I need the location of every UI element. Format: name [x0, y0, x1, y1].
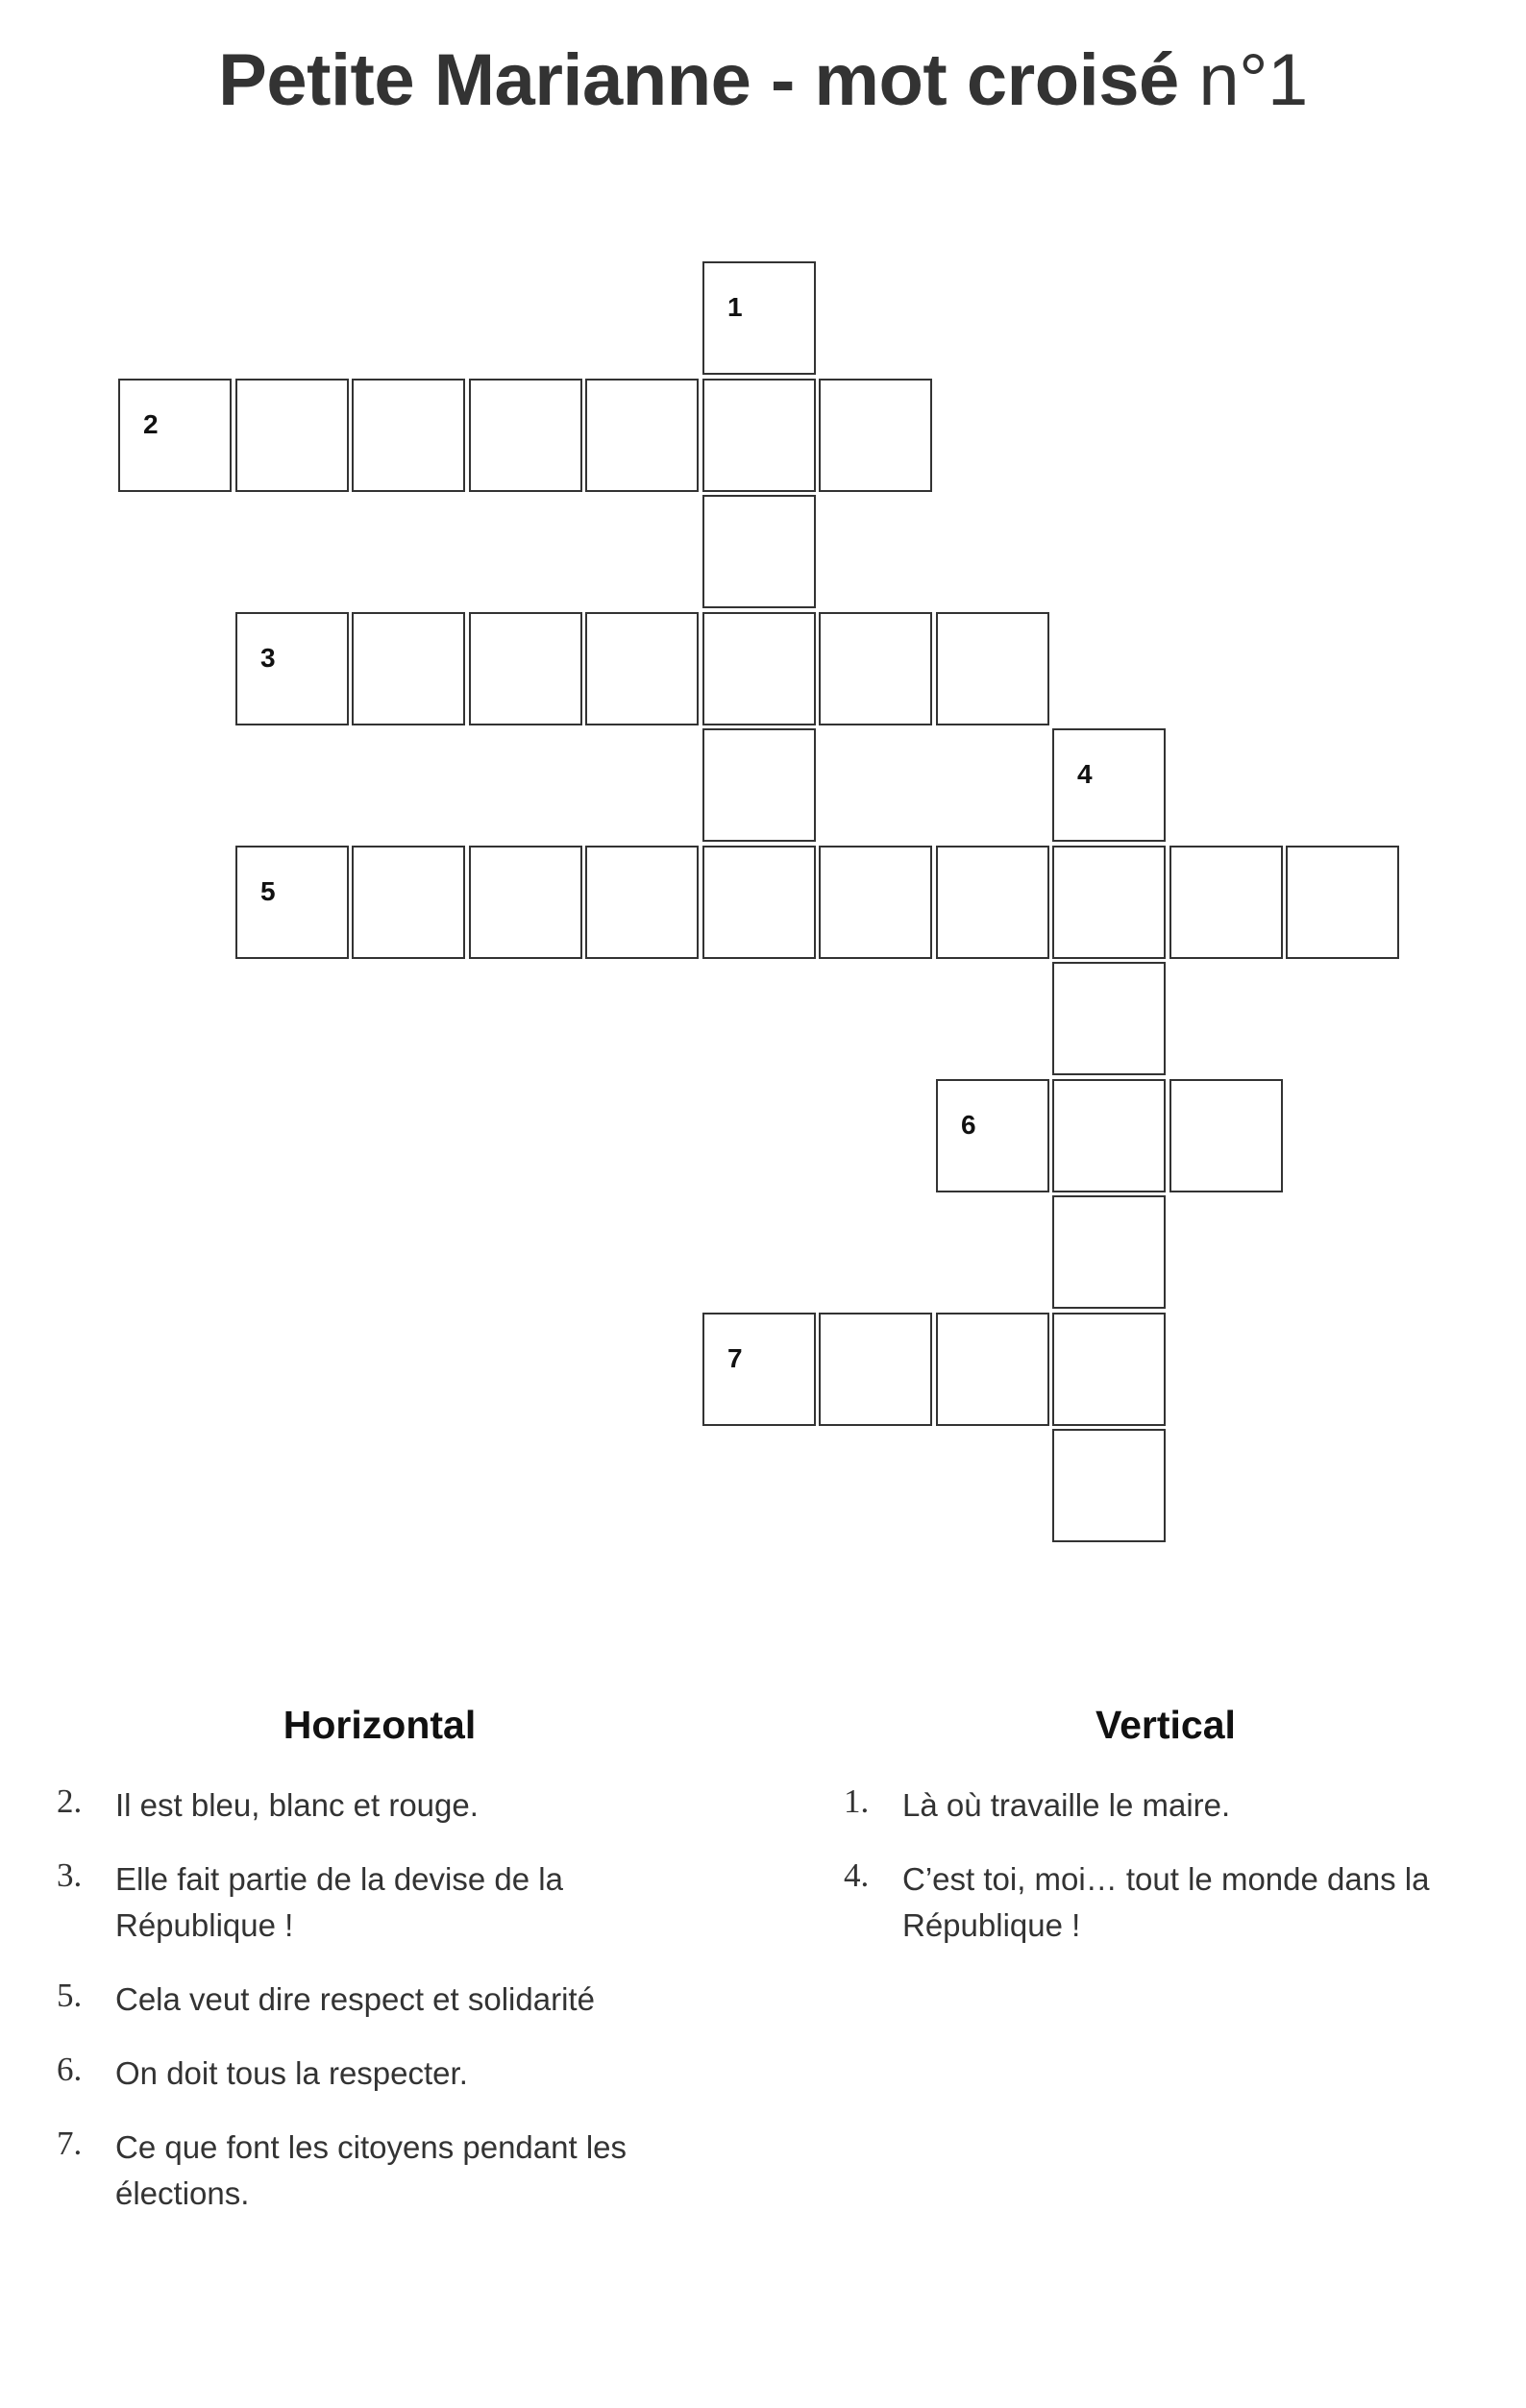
- horizontal-clue-number: 7.: [57, 2125, 83, 2162]
- vertical-clue-text: Là où travaille le maire.: [902, 1787, 1231, 1823]
- crossword-cell[interactable]: [118, 379, 232, 492]
- horizontal-clue-text: Cela veut dire respect et solidarité: [115, 1981, 595, 2017]
- clue-number: 5: [260, 876, 276, 906]
- vertical-clue-list: [844, 1782, 1488, 1977]
- clue-number: 2: [143, 409, 159, 439]
- crossword-cell[interactable]: [1286, 846, 1399, 959]
- vertical-clue-number: 1.: [844, 1782, 870, 1820]
- horizontal-clue: [57, 1782, 710, 1829]
- crossword-cell[interactable]: [702, 1313, 816, 1426]
- crossword-cell[interactable]: [1169, 846, 1283, 959]
- crossword-cell[interactable]: [702, 495, 816, 608]
- crossword-cell[interactable]: [235, 846, 349, 959]
- crossword-cell[interactable]: [819, 379, 932, 492]
- crossword-cell[interactable]: [1052, 1079, 1166, 1192]
- crossword-cell[interactable]: [702, 728, 816, 842]
- crossword-cell[interactable]: [702, 612, 816, 725]
- crossword-cell[interactable]: [702, 261, 816, 375]
- crossword-cell[interactable]: [1052, 1195, 1166, 1309]
- vertical-clue: [844, 1856, 1488, 1949]
- crossword-cell[interactable]: [936, 1079, 1049, 1192]
- crossword-cell[interactable]: [819, 612, 932, 725]
- crossword-cell[interactable]: [469, 612, 582, 725]
- clue-number: 7: [727, 1343, 743, 1373]
- horizontal-clue-text: Il est bleu, blanc et rouge.: [115, 1787, 479, 1823]
- crossword-cell[interactable]: [469, 846, 582, 959]
- crossword-cell[interactable]: [352, 379, 465, 492]
- horizontal-clue-number: 6.: [57, 2051, 83, 2088]
- clue-number: 6: [961, 1110, 976, 1140]
- vertical-heading: Vertical: [1095, 1703, 1236, 1747]
- vertical-clue: [844, 1782, 1488, 1829]
- horizontal-clue-text: On doit tous la respecter.: [115, 2055, 468, 2091]
- crossword-cell[interactable]: [1052, 962, 1166, 1075]
- crossword-cell[interactable]: [585, 379, 699, 492]
- vertical-clue-number: 4.: [844, 1856, 870, 1894]
- crossword-cell[interactable]: [936, 1313, 1049, 1426]
- horizontal-clue-number: 2.: [57, 1782, 83, 1820]
- crossword-cell[interactable]: [585, 612, 699, 725]
- crossword-cell[interactable]: [469, 379, 582, 492]
- horizontal-clue-text: Elle fait partie de la devise de la République !: [115, 1861, 563, 1943]
- horizontal-clue: [57, 2125, 710, 2217]
- crossword-cell[interactable]: [1052, 728, 1166, 842]
- horizontal-clue: [57, 1856, 710, 1949]
- horizontal-clue: [57, 2051, 710, 2097]
- horizontal-heading: Horizontal: [283, 1703, 477, 1747]
- crossword-cell[interactable]: [819, 1313, 932, 1426]
- horizontal-clue-list: [57, 1782, 710, 2245]
- crossword-cell[interactable]: [235, 612, 349, 725]
- clue-number: 4: [1077, 759, 1093, 789]
- horizontal-clue-text: Ce que font les citoyens pendant les élections.: [115, 2129, 628, 2211]
- crossword-cell[interactable]: [352, 612, 465, 725]
- crossword-cell[interactable]: [1052, 1429, 1166, 1542]
- crossword-cell[interactable]: [702, 379, 816, 492]
- crossword-cell[interactable]: [1052, 1313, 1166, 1426]
- crossword-cell[interactable]: [936, 612, 1049, 725]
- crossword-cell[interactable]: [819, 846, 932, 959]
- crossword-cell[interactable]: [585, 846, 699, 959]
- crossword-cell[interactable]: [702, 846, 816, 959]
- crossword-cell[interactable]: [1169, 1079, 1283, 1192]
- page-title-suffix: n°1: [1178, 39, 1308, 121]
- clue-number: 3: [260, 643, 276, 673]
- vertical-clue-text: C’est toi, moi… tout le monde dans la République !: [902, 1861, 1430, 1943]
- crossword-cell[interactable]: [936, 846, 1049, 959]
- horizontal-clue-number: 3.: [57, 1856, 83, 1894]
- horizontal-clue-number: 5.: [57, 1977, 83, 2014]
- crossword-cell[interactable]: [352, 846, 465, 959]
- crossword-cell[interactable]: [235, 379, 349, 492]
- clue-number: 1: [727, 292, 743, 322]
- crossword-cell[interactable]: [1052, 846, 1166, 959]
- horizontal-clue: [57, 1977, 710, 2023]
- page-title-main: Petite Marianne - mot croisé: [218, 39, 1179, 121]
